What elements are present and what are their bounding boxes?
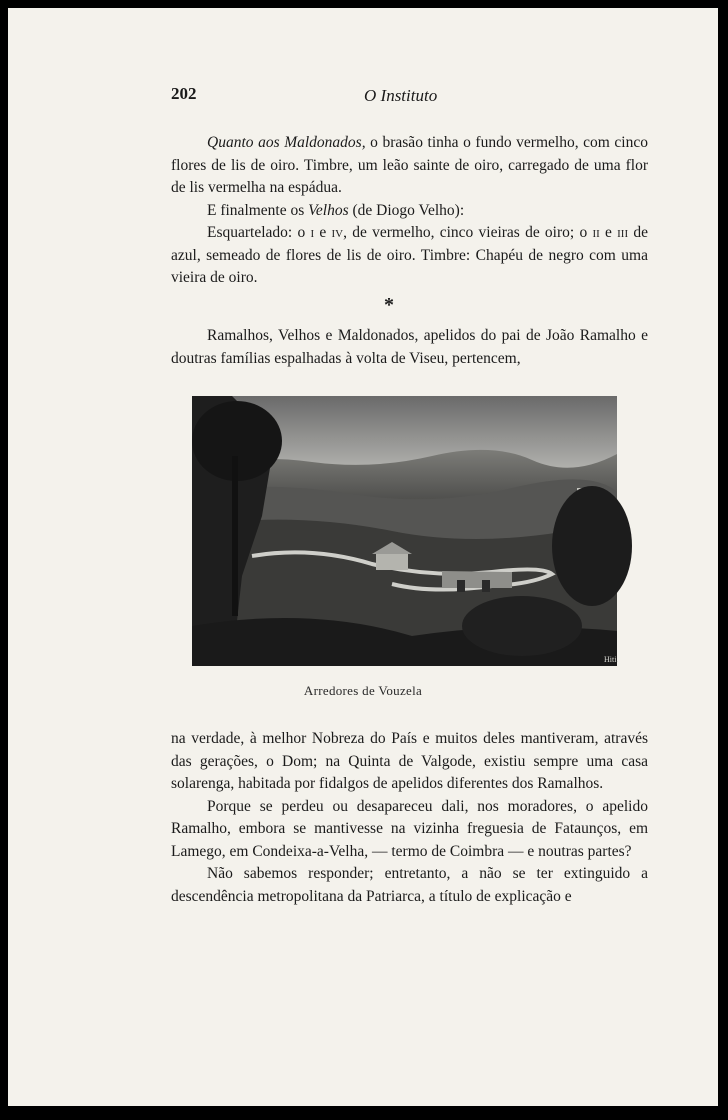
- paragraph-esquartelado: [171, 222, 648, 290]
- paragraph-maldonados: [171, 132, 648, 200]
- photographer-signature: Hiti.: [604, 655, 619, 664]
- text-run: (de Diogo Velho):: [348, 201, 465, 219]
- landscape-photo-illustration: [192, 396, 617, 666]
- roman-numeral: iii: [617, 224, 629, 241]
- text-block-middle: [171, 325, 648, 370]
- running-title: O Instituto: [364, 86, 438, 105]
- text-block-top: [171, 132, 648, 290]
- text-run: , de vermelho, cinco vieiras de oiro; o: [343, 224, 593, 241]
- paragraph-text: o brasão tinha o fundo vermelho, com cinco flores de lis de oiro. Timbre, um leão sainte de oiro, carregado de uma flor de lis vermelha na espádua.: [171, 134, 648, 196]
- text-run: e: [314, 224, 332, 241]
- text-run: e: [599, 224, 618, 241]
- text-run: Esquartelado: o: [207, 224, 311, 241]
- page-number: 202: [171, 84, 197, 103]
- text-run: de azul, semeado de flores de lis de oiro. Timbre: Chapéu de negro com uma vieira de oiro.: [171, 224, 648, 286]
- paragraph-question: Porque se perdeu ou desapareceu dali, nos moradores, o apelido Ramalho, embora se mantivesse na vizinha freguesia de Fataunços, em Lamego, em Condeixa-a-Velha, — termo de Coimbra — e noutras partes?: [171, 797, 648, 860]
- paragraph-answer: Não sabemos responder; entretanto, a não se ter extinguido a descendência metropolitana da Patriarca, a título de explicação e: [171, 865, 648, 905]
- paragraph-lead-italic: Quanto aos Maldonados,: [207, 134, 366, 151]
- section-separator-asterisk: *: [384, 294, 394, 316]
- roman-numeral: i: [310, 224, 315, 241]
- paragraph-ramalhos: Ramalhos, Velhos e Maldonados, apelidos do pai de João Ramalho e doutras famílias espalhadas à volta de Viseu, pertencem,: [171, 327, 648, 367]
- landscape-photo: [192, 396, 617, 666]
- book-page: [8, 8, 718, 1106]
- photo-caption: Arredores de Vouzela: [303, 683, 423, 698]
- text-block-bottom: [171, 728, 648, 908]
- italic-term: Velhos: [308, 201, 349, 219]
- page-header: [8, 84, 718, 114]
- roman-numeral: iv: [331, 224, 344, 241]
- roman-numeral: ii: [592, 224, 600, 241]
- text-run: E finalmente os: [207, 201, 309, 219]
- paragraph-continuation: na verdade, à melhor Nobreza do País e muitos deles mantiveram, através das gerações, o Dom; na Quinta de Valgode, existiu sempre uma casa solarenga, habitada por fidalgos de apelidos diferentes dos Ramalhos.: [171, 730, 648, 792]
- paragraph-velhos: [171, 200, 648, 223]
